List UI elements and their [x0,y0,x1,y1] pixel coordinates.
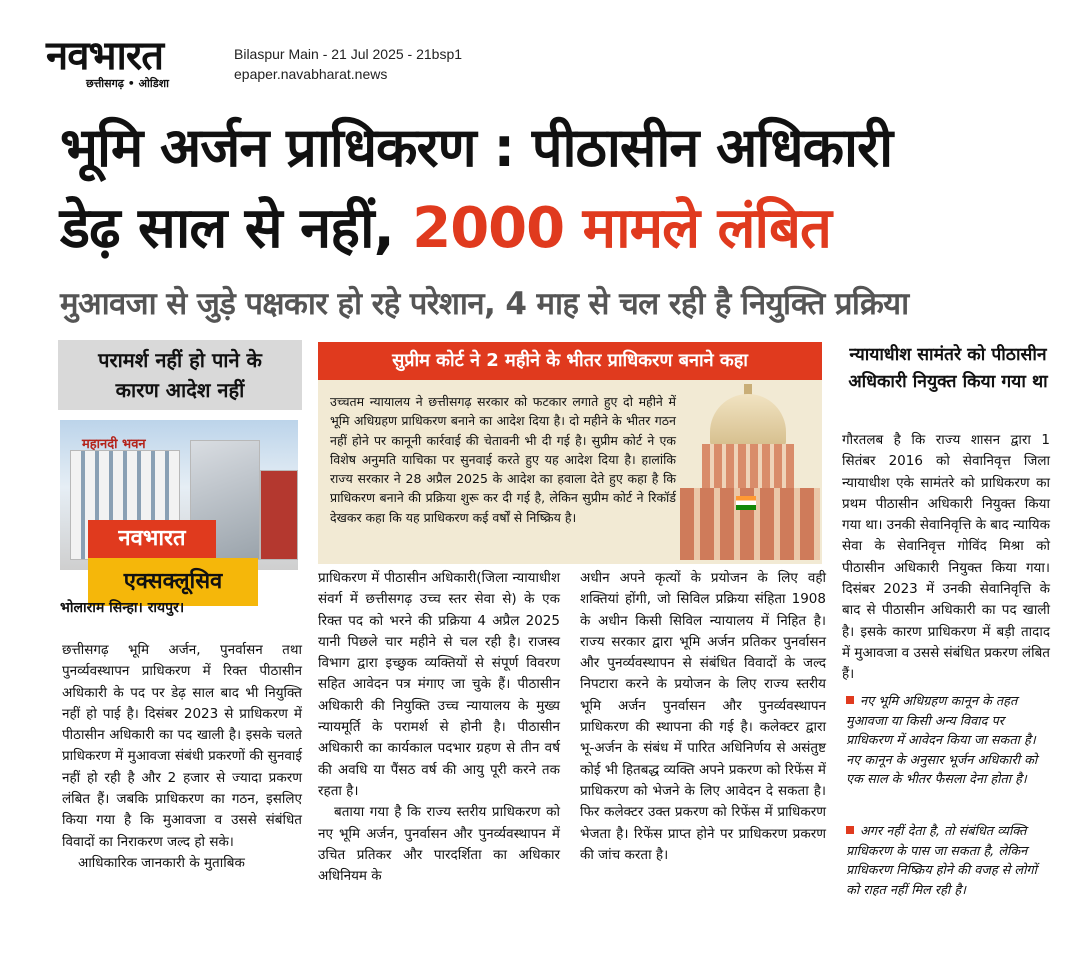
building-block-3 [260,470,298,560]
left-box-title-line-1: परामर्श नहीं हो पाने के [98,348,262,372]
article-paragraph: अधीन अपने कृत्यों के प्रयोजन के लिए वही शक्तियां होंगी, जो सिविल प्रक्रिया संहिता 1908 के अधीन किसी सिविल न्यायालय में निहित है। राज्य सरकार द्वारा भूमि अर्जन प्रतिकर पुनर्वासन और पुनर्व्यवस्थापन से संबंधित विवादों के जल्द निपटारा करने के प्रयोजन के लिए राज्य स्तरीय भूमि अर्जन पुनर्वासन और पुनर्व्यवस्थापन प्राधिकरण की स्थापना की गई है। कलेक्टर द्वारा भू-अर्जन के संबंध में पारित अधिनिर्णय से असंतुष्ट कोई भी हितबद्ध व्यक्ति अपने प्रकरण को रिफेंस में प्राधिकरण को भेजने के लिए आवेदन दे सकता है। फिर कलेक्टर उक्त प्रकरण को रिफेंस में प्राधिकरण भेजता है। रिफेंस प्राप्त होने पर प्राधिकरण प्रकरण की जांच करता है। [580,570,826,863]
article-column-4 [842,430,1050,686]
logo-subtitle: छत्तीसगढ़ • ओडिशा [86,77,169,90]
article-paragraph: प्राधिकरण में पीठासीन अधिकारी(जिला न्यायाधीश संवर्ग में छत्तीसगढ़ उच्च स्तर सेवा से) के एक रिक्त पद को भरने की प्रक्रिया 4 अप्रैल 2025 यानी पिछले चार महीने से चल रही है। राजस्व विभाग द्वारा इच्छुक व्यक्तियों से संपूर्ण विवरण सहित आवेदन पत्र मंगाए जा चुके हैं। पीठासीन अधिकारी की नियुक्ति उच्च न्यायालय के मुख्य न्यायमूर्ति के परामर्श से होनी है। पीठासीन अधिकारी का कार्यकाल पदभार ग्रहण से तीन वर्ष की अवधि या पैंसठ वर्ष की आयु पूरी करने तक रहता है। [318,570,560,799]
masthead [40,30,640,90]
edition-date: Bilaspur Main - 21 Jul 2025 - 21bsp1 [234,46,463,62]
headline-line-2 [60,188,831,264]
note-2 [846,822,1052,900]
note-2-text: अगर नहीं देता है, तो संबंधित व्यक्ति प्राधिकरण के पास जा सकता है, लेकिन प्राधिकरण निष्क्रिय होने की वजह से लोगों को राहत नहीं मिल रही है। [846,824,1037,898]
newspaper-logo: नवभारत [46,33,164,79]
article-column-3 [580,568,826,866]
article-column-2 [318,568,560,887]
subheadline: मुआवजा से जुड़े पक्षकार हो रहे परेशान, 4 माह से चल रही है नियुक्ति प्रक्रिया [60,286,909,322]
left-box-title [58,340,302,410]
byline: भोलाराम सिन्हा। रायपुर। [60,600,185,616]
bullet-square-icon [846,826,854,834]
right-box-title: न्यायाधीश सामंतरे को पीठासीन अधिकारी नियुक्त किया गया था [848,345,1048,392]
dome [710,394,786,446]
supreme-court-building-image [680,384,820,560]
article-paragraph: बताया गया है कि राज्य स्तरीय प्राधिकरण को नए भूमि अर्जन, पुनर्वासन और पुनर्व्यवस्थापन में उचित प्रतिकर और पारदर्शिता का अधिकार अधिनियम के [318,804,560,885]
exclusive-badge [88,520,258,606]
headline-line-1: भूमि अर्जन प्राधिकरण : पीठासीन अधिकारी [60,116,893,179]
building-sign: महानदी भवन [82,437,146,452]
article-column-1 [62,640,302,874]
badge-brand: नवभारत [88,520,216,558]
article-paragraph: गौरतलब है कि राज्य शासन द्वारा 1 सितंबर 2016 को सेवानिवृत्त जिला न्यायाधीश एके सामंतरे को प्राधिकरण का प्रथम पीठासीन अधिकारी नियुक्त किया गया था। उनकी सेवानिवृत्ति के बाद न्यायिक सेवा के सेवानिवृत्त गोविंद मिश्रा को पीठासीन अधिकारी नियुक्त किया गया। दिसंबर 2023 में उनकी सेवानिवृत्ति के बाद से पीठासीन अधिकारी का पद खाली है। इसके कारण प्राधिकरण में बड़ी तादाद में मुआवजा व उससे संबंधित प्रकरण लंबित हैं। [842,432,1050,683]
headline-line-2-red: 2000 मामले लंबित [412,196,831,261]
dome-drum [702,444,794,490]
supreme-court-box [318,380,822,564]
india-flag-icon [736,496,756,510]
article-paragraph: छत्तीसगढ़ भूमि अर्जन, पुनर्वासन तथा पुनर्व्यवस्थापन प्राधिकरण में रिक्त पीठासीन अधिकारी के पद पर डेढ़ साल बाद भी नियुक्ति नहीं हो पाई है। दिसंबर 2023 से प्राधिकरण में पीठासीन अधिकारी का पद खाली है। इसके चलते प्राधिकरण में मुआवजा संबंधी प्रकरणों की सुनवाई नहीं हो रही है और 2 हजार से ज्यादा प्रकरण लंबित हैं। जबकि प्राधिकरण का गठन, इसलिए किया गया है कि मुआवजा व उससे संबंधित विवादों का निराकरण जल्द हो सके। [62,642,302,850]
edition-site: epaper.navabharat.news [234,66,388,82]
badge-exclusive: एक्सक्लूसिव [88,558,258,606]
edition-info [234,44,462,84]
note-1-text: नए भूमि अधिग्रहण कानून के तहत मुआवजा या किसी अन्य विवाद पर प्राधिकरण में आवेदन किया जा सकता है। नए कानून के अनुसार भूर्जन अधिकारी को एक साल के भीतर फैसला देना होता है। [846,694,1038,787]
headline-line-2-black: डेढ़ साल से नहीं, [60,196,413,261]
article-paragraph: आधिकारिक जानकारी के मुताबिक [78,854,245,871]
supreme-court-box-title: सुप्रीम कोर्ट ने 2 महीने के भीतर प्राधिकरण बनाने कहा [318,342,822,380]
note-1 [846,692,1052,790]
bullet-square-icon [846,696,854,704]
left-box-title-line-2: कारण आदेश नहीं [115,378,245,402]
supreme-court-box-text: उच्चतम न्यायालय ने छत्तीसगढ़ सरकार को फटकार लगाते हुए दो महीने में भूमि अधिग्रहण प्राधिकरण बनाने का आदेश दिया है। दो महीने के भीतर गठन नहीं होने पर कानूनी कार्रवाई की चेतावनी भी दी गई है। सुप्रीम कोर्ट ने एक विशेष अनुमति याचिका पर सुनवाई करते हुए यह आदेश दिया है। हालांकि राज्य सरकार ने 28 अप्रैल 2025 के आदेश का हवाला देते हुए कहा है कि प्राधिकरण बनाने की प्रक्रिया शुरू कर दी गई है, लेकिन सुप्रीम कोर्ट ने रिकॉर्ड देखकर कहा कि यह प्राधिकरण कई वर्षों से निष्क्रिय है। [330,394,676,525]
